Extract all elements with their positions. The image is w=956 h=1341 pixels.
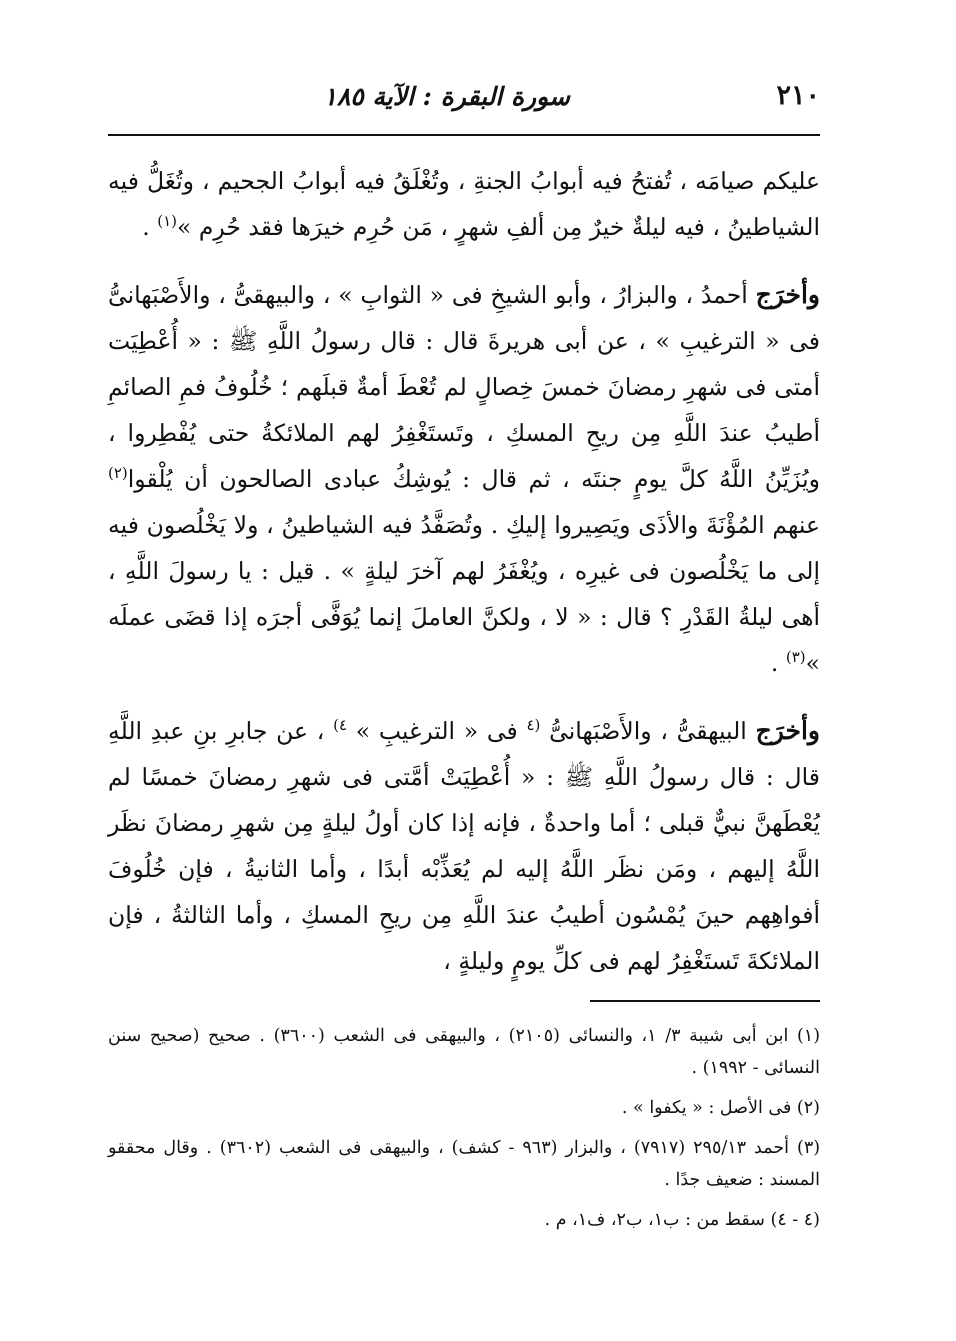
- paragraph-1-text: عليكم صيامَه ، تُفتحُ فيه أبوابُ الجنةِ ، وتُغْلَقُ فيه أبوابُ الجحيم ، وتُغَلُّ فيه الشياطينُ ، فيه ليلةٌ خيرٌ مِن ألفِ شهرٍ ، مَن حُرِم خيرَها فقد حُرِم »: [108, 167, 820, 241]
- paragraph-2-tail-2: .: [770, 649, 786, 677]
- paragraph-2-text: أحمدُ ، والبزارُ ، وأبو الشيخِ فى « الثوابِ » ، والبيهقىُّ ، والأَصْبَهانىُّ فى « الترغيبِ » ، عن أبى هريرةَ قال : قال رسولُ اللَّهِ ﷺ : « أُعْطِيَت أمتى فى شهرِ رمضانَ خمسَ خِصالٍ لم تُعْطَ أمةٌ قبلَهم ؛ خُلُوفُ فمِ الصائمِ أطيبُ عندَ اللَّهِ مِن ريحِ المسكِ ، وتَستَغْفِرُ لهم الملائكةُ حتى يُفْطِروا ، ويُزَيِّنُ اللَّهُ كلَّ يومٍ جنتَه ، ثم قال : يُوشِكُ عبادى الصالحون أن يُلْقوا: [108, 281, 820, 493]
- paragraph-2-tail: عنهم المُؤْنَةَ والأذَى ويَصِيروا إليكِ . وتُصَفَّدُ فيه الشياطينُ ، ولا يَخْلُصون فيه إلى ما يَخْلُصون فى غيرِه ، ويُغْفَرُ لهم آخرَ ليلةٍ » . قيل : يا رسولَ اللَّهِ ، أهى ليلةُ القَدْرِ ؟ قال : « لا ، ولكنَّ العاملَ إنما يُوَفَّى أجرَه إذا قضَى عملَه »: [108, 511, 820, 677]
- paragraph-2-lead: وأخرَج: [755, 280, 820, 309]
- page-body: [108, 158, 820, 1006]
- paragraph-1: [108, 158, 820, 250]
- paragraph-1-tail: .: [142, 213, 158, 241]
- book-page: [108, 78, 820, 1318]
- footnote-4: (٤ - ٤) سقط من : ب١، ب٢، ف١، م .: [544, 1210, 820, 1230]
- page-number: ٢١٠: [776, 80, 820, 111]
- paragraph-3-tail-2: ، عن جابرِ بنِ عبدِ اللَّهِ قال : قال رسولُ اللَّهِ ﷺ : « أُعْطِيَتْ أمَّتى فى شهرِ رمضانَ خمسًا لم يُعْطَهنَّ نبيٌّ قبلى ؛ أما واحدةٌ ، فإنه إذا كان أولُ ليلةٍ مِن شهرِ رمضانَ نظَر اللَّهُ إليهم ، ومَن نظَر اللَّهُ إليه لم يُعَذِّبْه أبدًا ، وأما الثانيةُ ، فإن خُلُوفَ أفواهِهم حينَ يُمْسُون أطيبُ عندَ اللَّهِ مِن ريحِ المسكِ ، وأما الثالثةُ ، فإن الملائكةَ تَستَغْفِرُ لهم فى كلِّ يومٍ وليلةٍ ،: [108, 717, 820, 975]
- footnote-rule: [590, 1000, 820, 1002]
- footnote-ref-1: (١): [157, 212, 177, 231]
- footnote-2: (٢) فى الأصل : « يكفوا » .: [621, 1098, 820, 1118]
- paragraph-3-text: البيهقىُّ ، والأَصْبَهانىُّ: [540, 717, 756, 745]
- paragraph-3-tail: فى « الترغيبِ »: [347, 717, 527, 745]
- page-header: [108, 78, 820, 118]
- header-rule: [108, 134, 820, 136]
- footnote-1: (١) ابن أبى شيبة ٣/ ١، والنسائى (٢١٠٥) ، والبيهقى فى الشعب (٣٦٠٠) . صحيح (صحيح سنن النسائى - ١٩٩٢) .: [108, 1026, 821, 1078]
- footnotes: [108, 1020, 820, 1244]
- footnote-3: (٣) أحمد ٢٩٥/١٣ (٧٩١٧) ، والبزار (٩٦٣ - كشف) ، والبيهقى فى الشعب (٣٦٠٢) . وقال محققو المسند : ضعيف جدًا .: [108, 1138, 821, 1190]
- paragraph-2: [108, 272, 820, 686]
- paragraph-3: [108, 708, 820, 984]
- footnote-ref-2: (٢): [108, 464, 128, 483]
- running-title: سورة البقرة : الآية ١٨٥: [323, 82, 570, 111]
- footnote-ref-3: (٣): [785, 648, 806, 667]
- footnote-ref-4-end: ٤): [333, 716, 347, 735]
- paragraph-3-lead: وأخرَج: [755, 716, 820, 745]
- footnote-ref-4-start: (٤: [526, 716, 541, 735]
